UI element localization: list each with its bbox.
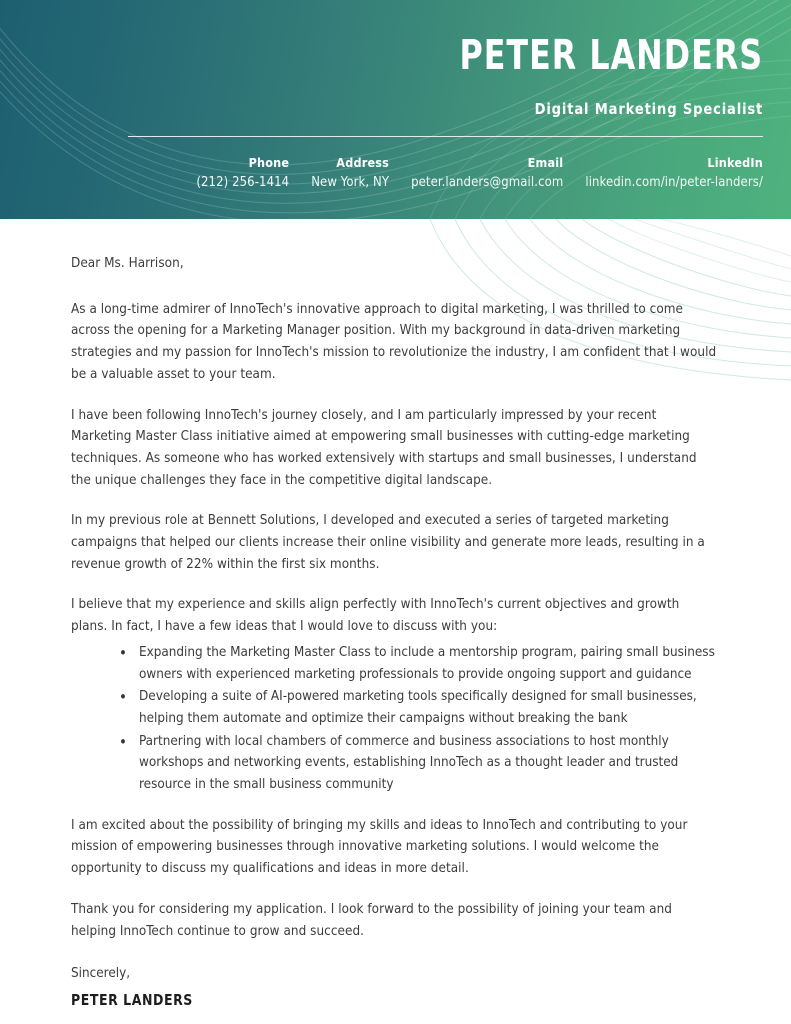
contact-linkedin [585,155,763,191]
letter-body [0,219,791,1010]
letter-paragraph-5: I am excited about the possibility of bringing my skills and ideas to InnoTech and contributing to your mission of empowering businesses through innovative marketing solutions. I would welcome the opportunity to discuss my qualifications and ideas in more detail. [71,817,688,877]
letter-paragraph-3: In my previous role at Bennett Solutions, I developed and executed a series of targeted marketing campaigns that helped our clients increase their online visibility and generate more leads, resulting in a revenue growth of 22% within the first six months. [71,513,705,572]
letter-paragraph-6: Thank you for considering my application. I look forward to the possibility of joining your team and helping InnoTech continue to grow and succeed. [71,901,672,939]
letter-header [0,0,791,219]
contact-phone-value: (212) 256-1414 [196,174,290,190]
contact-phone [196,155,289,191]
list-item: • Developing a suite of AI-powered marketing tools specifically designed for small businesses, helping them automate and optimize their campaigns without breaking the bank [119,686,719,729]
list-item: • Expanding the Marketing Master Class to include a mentorship program, pairing small business owners with experienced marketing professionals to provide ongoing support and guidance [119,642,719,685]
contact-address-label: Address [336,155,390,170]
list-item: • Partnering with local chambers of commerce and business associations to host monthly workshops and networking events, establishing InnoTech as a thought leader and trusted resource in the small business community [119,731,719,796]
contact-email-value[interactable]: peter.landers@gmail.com [411,174,564,190]
contact-address [311,155,389,191]
contact-email-label: Email [527,155,564,170]
header-divider [128,136,763,137]
applicant-name: PETER LANDERS [459,31,763,79]
letter-paragraph-4: I believe that my experience and skills align perfectly with InnoTech's current objectives and growth plans. In fact, I have a few ideas that I would love to discuss with you: [71,597,680,635]
contact-email [411,155,563,191]
applicant-job-title: Digital Marketing Specialist [534,100,763,118]
letter-paragraph-2: I have been following InnoTech's journey closely, and I am particularly impressed by your recent Marketing Master Class initiative aimed at empowering small businesses with cutting-edge marketing techniques. As someone who has worked extensively with startups and small businesses, I understand the unique challenges they face in the competitive digital landscape. [71,407,697,488]
letter-closing: Sincerely, [71,966,131,982]
letter-salutation: Dear Ms. Harrison, [71,256,184,271]
letter-paragraph-1: As a long-time admirer of InnoTech's innovative approach to digital marketing, I was thrilled to come across the opening for a Marketing Manager position. With my background in data-driven marketing strategies and my passion for InnoTech's mission to revolutionize the industry, I am confident that I would be a valuable asset to your team. [71,301,717,382]
contact-phone-label: Phone [248,155,290,170]
letter-idea-list [71,642,719,796]
letter-signoff [71,964,719,1010]
contact-row [196,155,763,191]
contact-linkedin-value[interactable]: linkedin.com/in/peter-landers/ [585,174,763,190]
contact-address-value: New York, NY [311,174,390,190]
contact-linkedin-label: LinkedIn [707,155,763,170]
letter-signature-name: PETER LANDERS [71,991,193,1010]
